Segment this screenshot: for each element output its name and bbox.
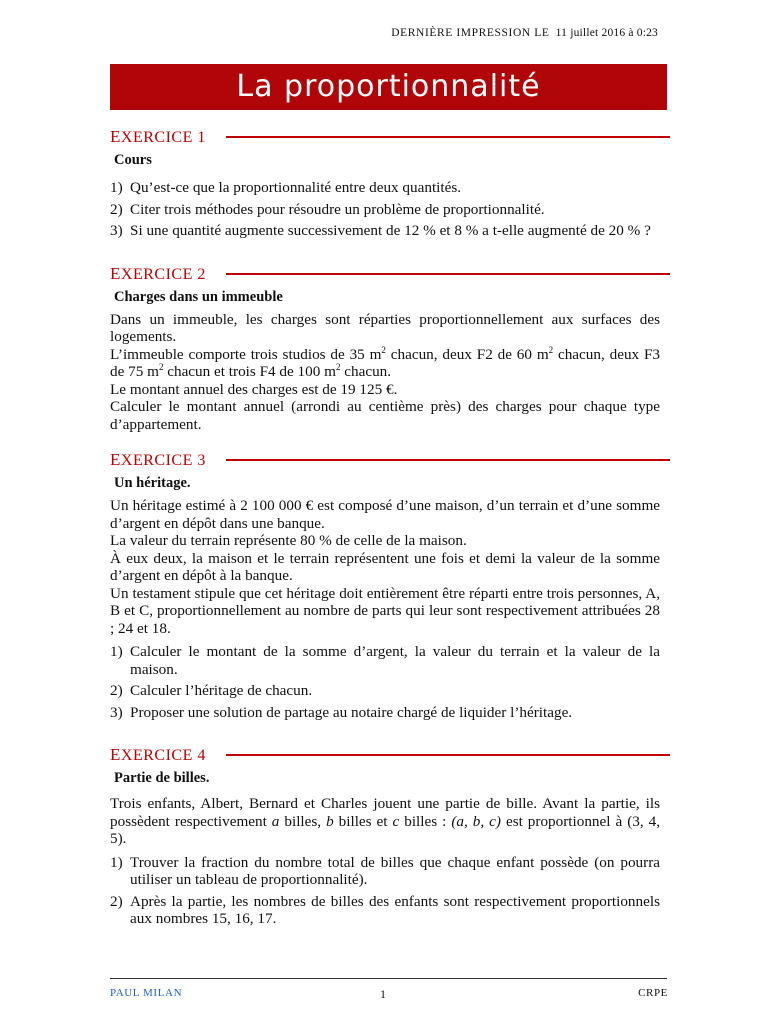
exercise-3-heading xyxy=(110,445,660,475)
exercise-3-rule xyxy=(226,459,670,461)
exercise-3-subtitle: Un héritage. xyxy=(114,475,191,491)
paragraph: L’immeuble comporte trois studios de 35 $m^2$ chacun, deux F2 de 60 $m^2$ chacun, deux F3 de 75 $m^2$ chacun et trois F4 de 100 $m^2$ chacun. xyxy=(110,344,661,380)
exercise-2-rule xyxy=(226,273,670,275)
footer-rule xyxy=(110,978,667,979)
exercise-3-title-initial: E xyxy=(110,450,121,469)
exercise-2-heading xyxy=(110,259,660,289)
exercise-2-title-initial: E xyxy=(110,263,121,283)
list-item: 3) Si une quantité augmente successivement de 12 % et 8 % a t-elle augmenté de 20 % ? xyxy=(110,222,651,239)
exercise-1-title-initial: E xyxy=(110,127,121,146)
exercise-3-title-rest: XERCICE 3 xyxy=(120,452,206,469)
paragraph: Le montant annuel des charges est de 19 125 €. xyxy=(110,380,398,398)
exercise-1-rule xyxy=(226,136,670,138)
paragraph: Dans un immeuble, les charges sont réparties proportionnellement aux surfaces des logements. xyxy=(110,310,660,345)
exercise-4-statement xyxy=(110,795,660,848)
document-body xyxy=(110,122,660,928)
exercise-1-subtitle: Cours xyxy=(114,152,152,168)
exercise-1-title-rest: XERCICE 1 xyxy=(120,129,206,146)
paragraph: Trois enfants, Albert, Bernard et Charles jouent une partie de bille. Avant la partie, ils possèdent respectivement a billes, b billes et c billes : (a, b, c) est proportionnel à (3, 4, 5). xyxy=(110,795,661,847)
exercise-4-heading xyxy=(110,740,660,770)
print-date: 11 juillet 2016 à 0:23 xyxy=(555,27,658,39)
footer-page-number: 1 xyxy=(380,987,386,1001)
paragraph: Un héritage estimé à 2 100 000 € est composé d’une maison, d’un terrain et d’une somme d’argent en dépôt dans une banque. xyxy=(110,497,660,532)
list-item: 1) Trouver la fraction du nombre total de billes que chaque enfant possède (on pourra utiliser un tableau de proportionnalité). xyxy=(110,853,660,888)
page-title: La proportionnalité xyxy=(110,64,667,110)
list-item: 2) Calculer l’héritage de chacun. xyxy=(110,682,313,699)
list-item: 2) Citer trois méthodes pour résoudre un problème de proportionnalité. xyxy=(110,200,545,218)
exercise-4-title-rest: XERCICE 4 xyxy=(120,747,206,764)
paragraph: Calculer le montant annuel (arrondi au centième près) des charges pour chaque type d’appartement. xyxy=(110,398,660,433)
list-item: 1) Calculer le montant de la somme d’argent, la valeur du terrain et la valeur de la maison. xyxy=(110,643,660,678)
list-item: 3) Proposer une solution de partage au notaire chargé de liquider l’héritage. xyxy=(110,703,573,721)
list-item: 1) Qu’est-ce que la proportionnalité entre deux quantités. xyxy=(110,179,462,196)
paragraph: À eux deux, la maison et le terrain représentent une fois et demi la valeur de la somme d’argent en dépôt à la banque. xyxy=(110,549,660,584)
print-date-header xyxy=(391,27,658,39)
exercise-1-questions xyxy=(110,179,660,240)
paragraph: Un testament stipule que cet héritage doit entièrement être réparti entre trois personnes, A, B et C, proportionnellement au nombre de parts qui leur sont respectivement attribuées 28 ; 24 et 18. xyxy=(110,584,660,637)
paragraph: La valeur du terrain représente 80 % de celle de la maison. xyxy=(110,532,467,549)
exercise-3-questions xyxy=(110,643,660,721)
exercise-4-questions xyxy=(110,854,660,928)
print-label: DERNIÈRE IMPRESSION LE xyxy=(391,27,550,39)
footer-course: CRPE xyxy=(638,987,668,999)
exercise-2-statement xyxy=(110,311,660,434)
exercise-2-subtitle: Charges dans un immeuble xyxy=(114,288,283,305)
list-item: 2) Après la partie, les nombres de billes des enfants sont respectivement proportionnels aux nombres 15, 16, 17. xyxy=(110,892,660,927)
exercise-4-title-initial: E xyxy=(110,745,121,764)
exercise-1-heading xyxy=(110,122,660,152)
exercise-4-subtitle: Partie de billes. xyxy=(114,770,210,786)
exercise-2-title-rest: XERCICE 2 xyxy=(120,265,206,283)
exercise-4-rule xyxy=(226,754,670,756)
exercise-3-statement xyxy=(110,497,660,637)
footer-author: PAUL MILAN xyxy=(110,987,183,999)
